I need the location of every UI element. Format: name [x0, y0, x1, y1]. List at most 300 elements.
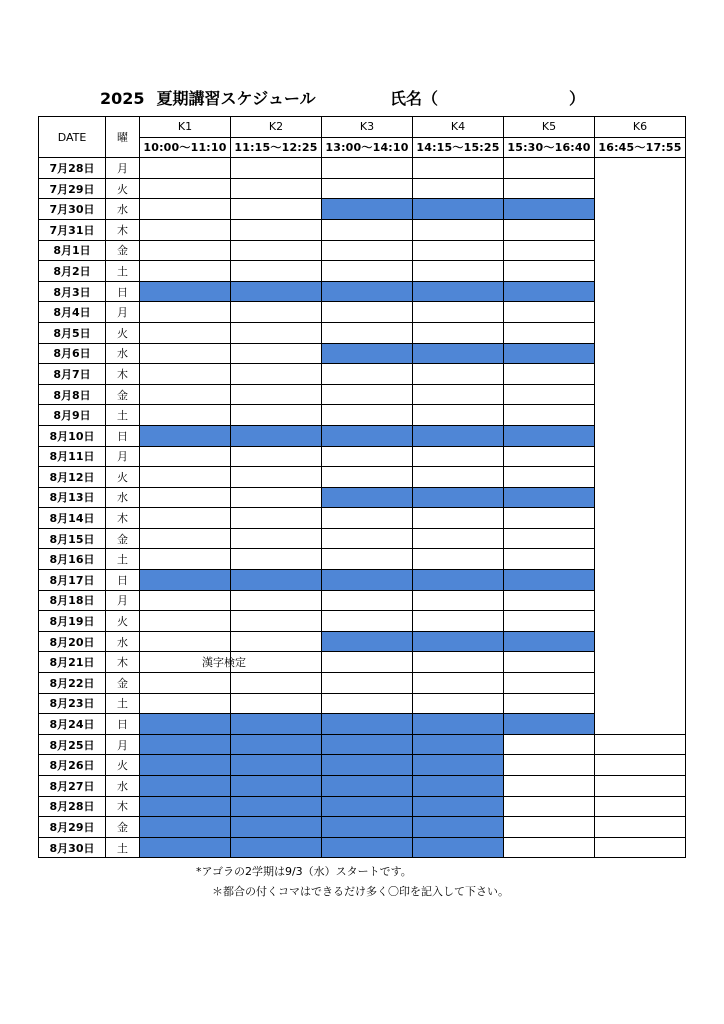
slot-k1[interactable]: [140, 425, 231, 446]
slot-k4[interactable]: [413, 322, 504, 343]
slot-k1[interactable]: [140, 631, 231, 652]
slot-k3[interactable]: [322, 817, 413, 838]
slot-k2[interactable]: [231, 714, 322, 735]
slot-k3[interactable]: [322, 425, 413, 446]
slot-k3[interactable]: [322, 776, 413, 797]
row-date: 8月14日: [39, 508, 106, 529]
name-close: ）: [569, 89, 586, 108]
slot-k1[interactable]: [140, 549, 231, 570]
table-row: [39, 508, 686, 529]
row-date: 8月23日: [39, 693, 106, 714]
table-row: [39, 549, 686, 570]
row-dow: 金: [106, 240, 140, 261]
slot-k1[interactable]: [140, 405, 231, 426]
slot-k1[interactable]: [140, 199, 231, 220]
slot-k3[interactable]: [322, 343, 413, 364]
row-dow: 金: [106, 673, 140, 694]
table-row: [39, 755, 686, 776]
header-dow: 曜: [106, 117, 140, 158]
slot-k3[interactable]: [322, 508, 413, 529]
slot-k1[interactable]: [140, 734, 231, 755]
row-date: 8月4日: [39, 302, 106, 323]
slot-k1[interactable]: [140, 673, 231, 694]
slot-k1[interactable]: [140, 446, 231, 467]
row-date: 8月5日: [39, 322, 106, 343]
row-dow: 火: [106, 467, 140, 488]
header-period-label: K5: [504, 117, 595, 138]
header-period-label: K6: [595, 117, 686, 138]
slot-k2[interactable]: [231, 240, 322, 261]
slot-k3[interactable]: [322, 570, 413, 591]
row-date: 8月17日: [39, 570, 106, 591]
slot-k5[interactable]: [504, 199, 595, 220]
table-row: [39, 384, 686, 405]
table-row: [39, 796, 686, 817]
slot-k1[interactable]: [140, 817, 231, 838]
header-period-label: K2: [231, 117, 322, 138]
row-dow: 金: [106, 528, 140, 549]
slot-k4[interactable]: [413, 446, 504, 467]
row-date: 8月16日: [39, 549, 106, 570]
row-date: 8月21日: [39, 652, 106, 673]
slot-k3[interactable]: [322, 611, 413, 632]
row-dow: 月: [106, 302, 140, 323]
slot-k5[interactable]: [504, 508, 595, 529]
row-date: 8月20日: [39, 631, 106, 652]
table-row: [39, 693, 686, 714]
row-dow: 土: [106, 693, 140, 714]
slot-k2[interactable]: [231, 549, 322, 570]
slot-k5[interactable]: [504, 590, 595, 611]
slot-k2[interactable]: [231, 219, 322, 240]
row-dow: 土: [106, 405, 140, 426]
slot-k5[interactable]: [504, 734, 595, 755]
slot-k3[interactable]: [322, 673, 413, 694]
row-date: 8月19日: [39, 611, 106, 632]
header-period-time: 13:00〜14:10: [322, 137, 413, 158]
slot-k4[interactable]: [413, 364, 504, 385]
slot-k5[interactable]: [504, 693, 595, 714]
slot-k5[interactable]: [504, 322, 595, 343]
table-row: [39, 158, 686, 179]
table-row: [39, 714, 686, 735]
slot-k5[interactable]: [504, 755, 595, 776]
slot-k6[interactable]: [595, 817, 686, 838]
slot-k4[interactable]: [413, 590, 504, 611]
slot-k4[interactable]: [413, 219, 504, 240]
row-date: 7月31日: [39, 219, 106, 240]
row-dow: 月: [106, 446, 140, 467]
table-row: [39, 570, 686, 591]
footer-note-2: ＊都合の付くコマはできるだけ多く〇印を記入して下さい。: [212, 885, 509, 898]
row-note: 漢字検定: [202, 656, 246, 670]
table-row: [39, 611, 686, 632]
table-row: [39, 734, 686, 755]
header-date: DATE: [39, 117, 106, 158]
slot-k2[interactable]: [231, 467, 322, 488]
slot-k4[interactable]: [413, 652, 504, 673]
row-date: 8月13日: [39, 487, 106, 508]
slot-k4[interactable]: [413, 570, 504, 591]
slot-k5[interactable]: [504, 240, 595, 261]
slot-k2[interactable]: [231, 837, 322, 858]
row-dow: 木: [106, 652, 140, 673]
slot-k5[interactable]: [504, 467, 595, 488]
slot-k2[interactable]: [231, 343, 322, 364]
slot-k3[interactable]: [322, 714, 413, 735]
row-date: 7月29日: [39, 178, 106, 199]
slot-k5[interactable]: [504, 776, 595, 797]
row-dow: 金: [106, 384, 140, 405]
row-date: 8月18日: [39, 590, 106, 611]
slot-k2[interactable]: [231, 796, 322, 817]
slot-k5[interactable]: [504, 796, 595, 817]
slot-k2[interactable]: [231, 631, 322, 652]
slot-k2[interactable]: [231, 322, 322, 343]
row-dow: 金: [106, 817, 140, 838]
slot-k4[interactable]: [413, 240, 504, 261]
slot-k5[interactable]: [504, 343, 595, 364]
slot-k4[interactable]: [413, 673, 504, 694]
slot-k4[interactable]: [413, 776, 504, 797]
slot-k4[interactable]: [413, 611, 504, 632]
table-row: [39, 343, 686, 364]
table-row: [39, 652, 686, 673]
slot-k5[interactable]: [504, 611, 595, 632]
slot-k5[interactable]: [504, 158, 595, 179]
slot-k3[interactable]: [322, 384, 413, 405]
slot-k1[interactable]: [140, 570, 231, 591]
slot-k4[interactable]: [413, 631, 504, 652]
slot-k5[interactable]: [504, 549, 595, 570]
slot-k5[interactable]: [504, 281, 595, 302]
slot-k1[interactable]: [140, 508, 231, 529]
slot-k2[interactable]: [231, 178, 322, 199]
slot-k3[interactable]: [322, 796, 413, 817]
slot-k1[interactable]: [140, 343, 231, 364]
slot-k1[interactable]: [140, 487, 231, 508]
row-date: 8月1日: [39, 240, 106, 261]
slot-k2[interactable]: [231, 261, 322, 282]
header-period-label: K3: [322, 117, 413, 138]
row-date: 8月11日: [39, 446, 106, 467]
slot-k4[interactable]: [413, 549, 504, 570]
slot-k1[interactable]: [140, 158, 231, 179]
slot-k3[interactable]: [322, 693, 413, 714]
slot-k2[interactable]: [231, 570, 322, 591]
slot-k4[interactable]: [413, 343, 504, 364]
slot-k2[interactable]: [231, 446, 322, 467]
row-dow: 木: [106, 508, 140, 529]
title-year: 2025: [100, 89, 145, 108]
slot-k5[interactable]: [504, 570, 595, 591]
slot-k2[interactable]: [231, 508, 322, 529]
row-date: 8月12日: [39, 467, 106, 488]
slot-k1[interactable]: [140, 219, 231, 240]
slot-k2[interactable]: [231, 302, 322, 323]
slot-k3[interactable]: [322, 528, 413, 549]
row-dow: 土: [106, 261, 140, 282]
row-dow: 木: [106, 796, 140, 817]
row-date: 8月30日: [39, 837, 106, 858]
table-row: [39, 817, 686, 838]
row-dow: 月: [106, 590, 140, 611]
row-dow: 水: [106, 487, 140, 508]
table-row: [39, 322, 686, 343]
slot-k4[interactable]: [413, 796, 504, 817]
row-dow: 土: [106, 549, 140, 570]
row-date: 8月8日: [39, 384, 106, 405]
table-row: [39, 446, 686, 467]
slot-k3[interactable]: [322, 590, 413, 611]
slot-k5[interactable]: [504, 817, 595, 838]
slot-k4[interactable]: [413, 261, 504, 282]
slot-k1[interactable]: [140, 611, 231, 632]
row-date: 8月29日: [39, 817, 106, 838]
slot-k2[interactable]: [231, 199, 322, 220]
title-text: 夏期講習スケジュール: [156, 89, 316, 108]
slot-k3[interactable]: [322, 178, 413, 199]
row-dow: 日: [106, 281, 140, 302]
slot-k3[interactable]: [322, 199, 413, 220]
slot-k3[interactable]: [322, 837, 413, 858]
row-dow: 火: [106, 322, 140, 343]
table-row: [39, 302, 686, 323]
row-dow: 日: [106, 425, 140, 446]
row-dow: 木: [106, 219, 140, 240]
table-row: [39, 631, 686, 652]
slot-k5[interactable]: [504, 219, 595, 240]
slot-k3[interactable]: [322, 240, 413, 261]
slot-k4[interactable]: [413, 755, 504, 776]
table-row: [39, 425, 686, 446]
slot-k4[interactable]: [413, 281, 504, 302]
slot-k1[interactable]: [140, 714, 231, 735]
slot-k5[interactable]: [504, 652, 595, 673]
slot-k5[interactable]: [504, 528, 595, 549]
table-row: [39, 776, 686, 797]
slot-k1[interactable]: [140, 796, 231, 817]
row-date: 7月30日: [39, 199, 106, 220]
slot-k2[interactable]: [231, 425, 322, 446]
slot-k2[interactable]: [231, 158, 322, 179]
slot-k4[interactable]: [413, 302, 504, 323]
slot-k1[interactable]: [140, 240, 231, 261]
slot-k5[interactable]: [504, 384, 595, 405]
header-period-time: 16:45〜17:55: [595, 137, 686, 158]
slot-k4[interactable]: [413, 425, 504, 446]
slot-k4[interactable]: [413, 158, 504, 179]
row-date: 8月3日: [39, 281, 106, 302]
slot-k2[interactable]: [231, 734, 322, 755]
slot-k1[interactable]: [140, 467, 231, 488]
slot-k1[interactable]: [140, 693, 231, 714]
slot-k5[interactable]: [504, 405, 595, 426]
slot-k3[interactable]: [322, 446, 413, 467]
footer-note-1: *アゴラの2学期は9/3（水）スタートです。: [196, 865, 412, 878]
row-dow: 火: [106, 611, 140, 632]
slot-k1[interactable]: [140, 837, 231, 858]
page-title: [100, 86, 316, 109]
header-period-label: K4: [413, 117, 504, 138]
slot-k6[interactable]: [595, 837, 686, 858]
slot-k1[interactable]: [140, 364, 231, 385]
table-row: [39, 199, 686, 220]
schedule-table: [38, 116, 686, 858]
slot-k4[interactable]: [413, 199, 504, 220]
slot-k2[interactable]: [231, 673, 322, 694]
table-row: [39, 467, 686, 488]
slot-k3[interactable]: [322, 755, 413, 776]
slot-k2[interactable]: [231, 776, 322, 797]
table-row: [39, 487, 686, 508]
slot-k3[interactable]: [322, 487, 413, 508]
slot-k5[interactable]: [504, 837, 595, 858]
slot-k6[interactable]: [595, 796, 686, 817]
slot-k5[interactable]: [504, 178, 595, 199]
slot-k3[interactable]: [322, 549, 413, 570]
slot-k4[interactable]: [413, 178, 504, 199]
slot-k3[interactable]: [322, 364, 413, 385]
slot-k1[interactable]: [140, 322, 231, 343]
slot-k3[interactable]: [322, 631, 413, 652]
slot-k3[interactable]: [322, 219, 413, 240]
slot-k2[interactable]: [231, 364, 322, 385]
row-date: 8月28日: [39, 796, 106, 817]
slot-k4[interactable]: [413, 528, 504, 549]
header-period-time: 14:15〜15:25: [413, 137, 504, 158]
header-period-time: 10:00〜11:10: [140, 137, 231, 158]
slot-k4[interactable]: [413, 487, 504, 508]
row-dow: 木: [106, 364, 140, 385]
slot-k1[interactable]: [140, 528, 231, 549]
slot-k6[interactable]: [595, 755, 686, 776]
slot-k3[interactable]: [322, 467, 413, 488]
slot-k5[interactable]: [504, 446, 595, 467]
row-dow: 水: [106, 199, 140, 220]
row-dow: 月: [106, 158, 140, 179]
slot-k6[interactable]: [595, 776, 686, 797]
table-row: [39, 219, 686, 240]
slot-k3[interactable]: [322, 261, 413, 282]
slot-k2[interactable]: [231, 528, 322, 549]
row-date: 8月2日: [39, 261, 106, 282]
slot-k5[interactable]: [504, 425, 595, 446]
slot-k5[interactable]: [504, 487, 595, 508]
slot-k5[interactable]: [504, 714, 595, 735]
slot-k4[interactable]: [413, 837, 504, 858]
table-row: [39, 261, 686, 282]
slot-k5[interactable]: [504, 302, 595, 323]
slot-k4[interactable]: [413, 693, 504, 714]
row-date: 8月22日: [39, 673, 106, 694]
table-row: [39, 240, 686, 261]
table-row: [39, 837, 686, 858]
row-date: 8月27日: [39, 776, 106, 797]
slot-k3[interactable]: [322, 652, 413, 673]
slot-k4[interactable]: [413, 508, 504, 529]
row-date: 8月6日: [39, 343, 106, 364]
row-date: 8月15日: [39, 528, 106, 549]
slot-k4[interactable]: [413, 734, 504, 755]
slot-k3[interactable]: [322, 734, 413, 755]
row-date: 8月10日: [39, 425, 106, 446]
row-dow: 日: [106, 714, 140, 735]
header-period-time: 15:30〜16:40: [504, 137, 595, 158]
table-row: [39, 673, 686, 694]
slot-k2[interactable]: [231, 384, 322, 405]
row-date: 8月7日: [39, 364, 106, 385]
slot-k2[interactable]: [231, 755, 322, 776]
slot-k5[interactable]: [504, 364, 595, 385]
slot-k3[interactable]: [322, 302, 413, 323]
slot-k2[interactable]: [231, 405, 322, 426]
slot-k3[interactable]: [322, 322, 413, 343]
slot-k4[interactable]: [413, 467, 504, 488]
row-date: 8月26日: [39, 755, 106, 776]
row-date: 8月24日: [39, 714, 106, 735]
slot-k5[interactable]: [504, 673, 595, 694]
slot-k5[interactable]: [504, 261, 595, 282]
slot-k1[interactable]: [140, 178, 231, 199]
row-date: 8月9日: [39, 405, 106, 426]
table-row: [39, 590, 686, 611]
table-row: [39, 528, 686, 549]
row-dow: 土: [106, 837, 140, 858]
row-dow: 月: [106, 734, 140, 755]
row-date: 7月28日: [39, 158, 106, 179]
row-date: 8月25日: [39, 734, 106, 755]
slot-k2[interactable]: [231, 590, 322, 611]
slot-k2[interactable]: [231, 611, 322, 632]
slot-k3[interactable]: [322, 158, 413, 179]
slot-k2[interactable]: [231, 817, 322, 838]
table-row: [39, 405, 686, 426]
row-dow: 水: [106, 343, 140, 364]
header-period-time: 11:15〜12:25: [231, 137, 322, 158]
slot-k5[interactable]: [504, 631, 595, 652]
slot-k6[interactable]: [595, 734, 686, 755]
slot-k6-unavailable: [595, 158, 686, 735]
slot-k3[interactable]: [322, 405, 413, 426]
table-row: [39, 364, 686, 385]
slot-k2[interactable]: [231, 487, 322, 508]
slot-k1[interactable]: [140, 281, 231, 302]
slot-k1[interactable]: [140, 302, 231, 323]
slot-k2[interactable]: [231, 693, 322, 714]
slot-k1[interactable]: [140, 652, 246, 673]
row-dow: 日: [106, 570, 140, 591]
slot-k1[interactable]: [140, 755, 231, 776]
row-dow: 火: [106, 755, 140, 776]
slot-k4[interactable]: [413, 714, 504, 735]
slot-k3[interactable]: [322, 281, 413, 302]
slot-k1[interactable]: [140, 384, 231, 405]
table-row: [39, 178, 686, 199]
row-dow: 水: [106, 776, 140, 797]
slot-k4[interactable]: [413, 384, 504, 405]
slot-k2[interactable]: [231, 281, 322, 302]
row-dow: 水: [106, 631, 140, 652]
name-label: 氏名（: [390, 89, 439, 108]
table-row: [39, 281, 686, 302]
slot-k1[interactable]: [140, 590, 231, 611]
slot-k1[interactable]: [140, 261, 231, 282]
row-dow: 火: [106, 178, 140, 199]
slot-k4[interactable]: [413, 405, 504, 426]
slot-k1[interactable]: [140, 776, 231, 797]
slot-k4[interactable]: [413, 817, 504, 838]
